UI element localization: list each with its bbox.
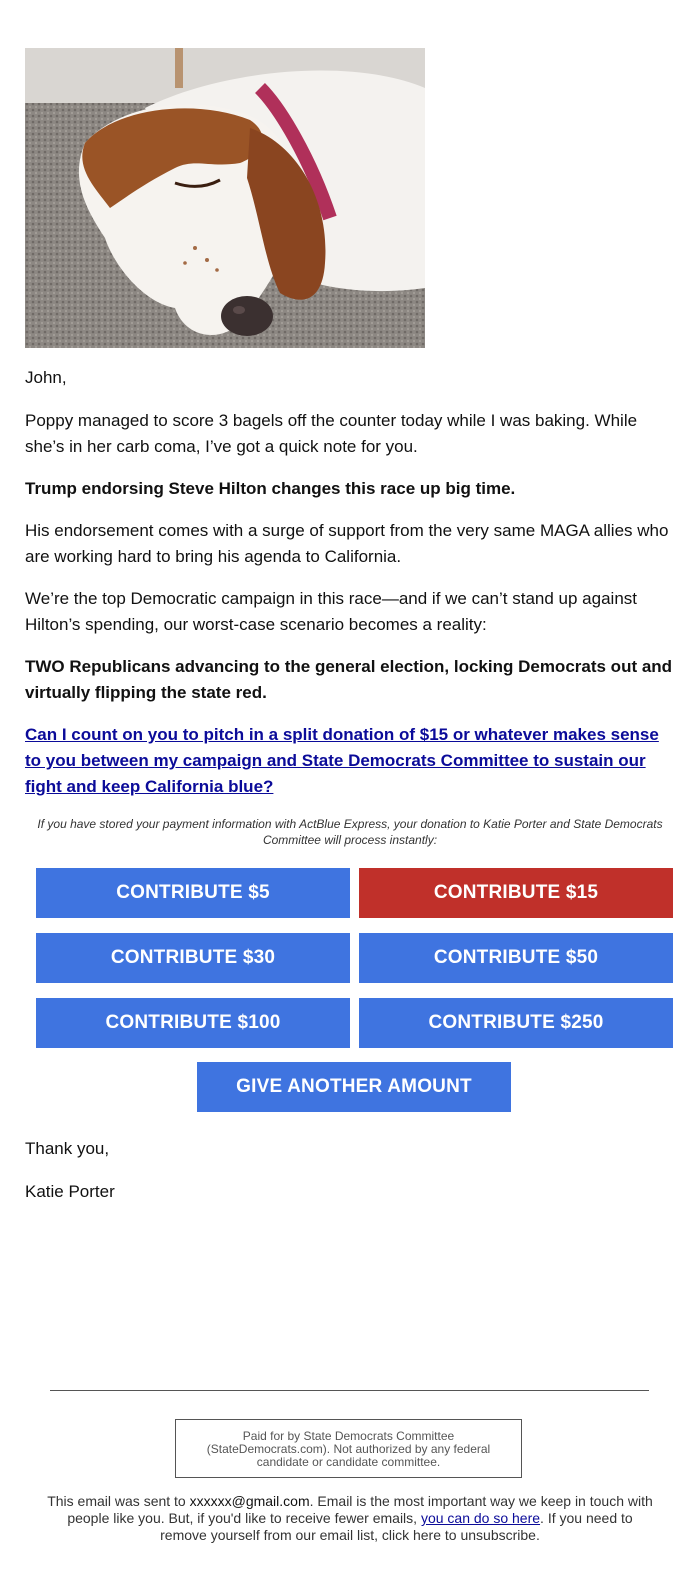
paragraph-2 <box>25 476 677 502</box>
contribute-5-button[interactable]: CONTRIBUTE $5 <box>36 868 350 918</box>
paragraph-2-text: Trump endorsing Steve Hilton changes this race up big time. <box>25 479 516 498</box>
signature-text: Katie Porter <box>25 1182 115 1201</box>
recipient-email: xxxxxx@gmail.com <box>189 1493 310 1509</box>
actblue-express-note: If you have stored your payment information with ActBlue Express, your donation to Katie Porter and State Democrats Committee will process instantly: <box>37 817 663 847</box>
unsubscribe-text[interactable]: . If you need to remove yourself from our email list, click here to unsubscribe. <box>160 1510 633 1543</box>
donation-ask-link[interactable]: Can I count on you to pitch in a split donation of $15 or whatever makes sense to you between my campaign and State Democrats Committee to sustain our fight and keep California blue? <box>25 725 659 796</box>
paragraph-1-text: Poppy managed to score 3 bagels off the counter today while I was baking. While she’s in her carb coma, I’ve got a quick note for you. <box>25 411 638 456</box>
paragraph-3 <box>25 518 677 570</box>
contribute-15-button[interactable]: CONTRIBUTE $15 <box>359 868 673 918</box>
give-another-amount-button[interactable]: GIVE ANOTHER AMOUNT <box>197 1062 511 1112</box>
contribute-30-button[interactable]: CONTRIBUTE $30 <box>36 933 350 983</box>
signoff-text: Thank you, <box>25 1139 110 1158</box>
paid-for-disclaimer: Paid for by State Democrats Committee (StateDemocrats.com). Not authorized by any federal candidate or candidate committee. <box>175 1419 522 1478</box>
greeting-text: John, <box>25 368 67 387</box>
dog-photo <box>25 48 425 348</box>
signoff <box>25 1136 677 1162</box>
paragraph-1 <box>25 408 677 460</box>
footer-divider <box>50 1390 649 1391</box>
signature <box>25 1179 677 1205</box>
contribute-100-button[interactable]: CONTRIBUTE $100 <box>36 998 350 1048</box>
greeting <box>25 365 677 391</box>
paragraph-4 <box>25 586 677 638</box>
paragraph-4-text: We’re the top Democratic campaign in this race—and if we can’t stand up against Hilton’s spending, our worst-case scenario becomes a reality: <box>25 589 637 634</box>
fewer-emails-link[interactable]: you can do so here <box>420 1510 541 1526</box>
sent-to-prefix: This email was sent to <box>47 1493 190 1509</box>
paragraph-3-text: His endorsement comes with a surge of support from the very same MAGA allies who are working hard to bring his agenda to California. <box>25 521 669 566</box>
footer-text <box>45 1493 655 1544</box>
ask-paragraph <box>25 722 677 800</box>
contribute-250-button[interactable]: CONTRIBUTE $250 <box>359 998 673 1048</box>
paragraph-5 <box>25 654 677 706</box>
contribute-50-button[interactable]: CONTRIBUTE $50 <box>359 933 673 983</box>
sent-to-mid: . Email is the most important way we keep in touch with people like you. But, if you'd like to receive fewer emails, <box>67 1493 653 1526</box>
paragraph-5-text: TWO Republicans advancing to the general election, locking Democrats out and virtually flipping the state red. <box>25 657 673 702</box>
